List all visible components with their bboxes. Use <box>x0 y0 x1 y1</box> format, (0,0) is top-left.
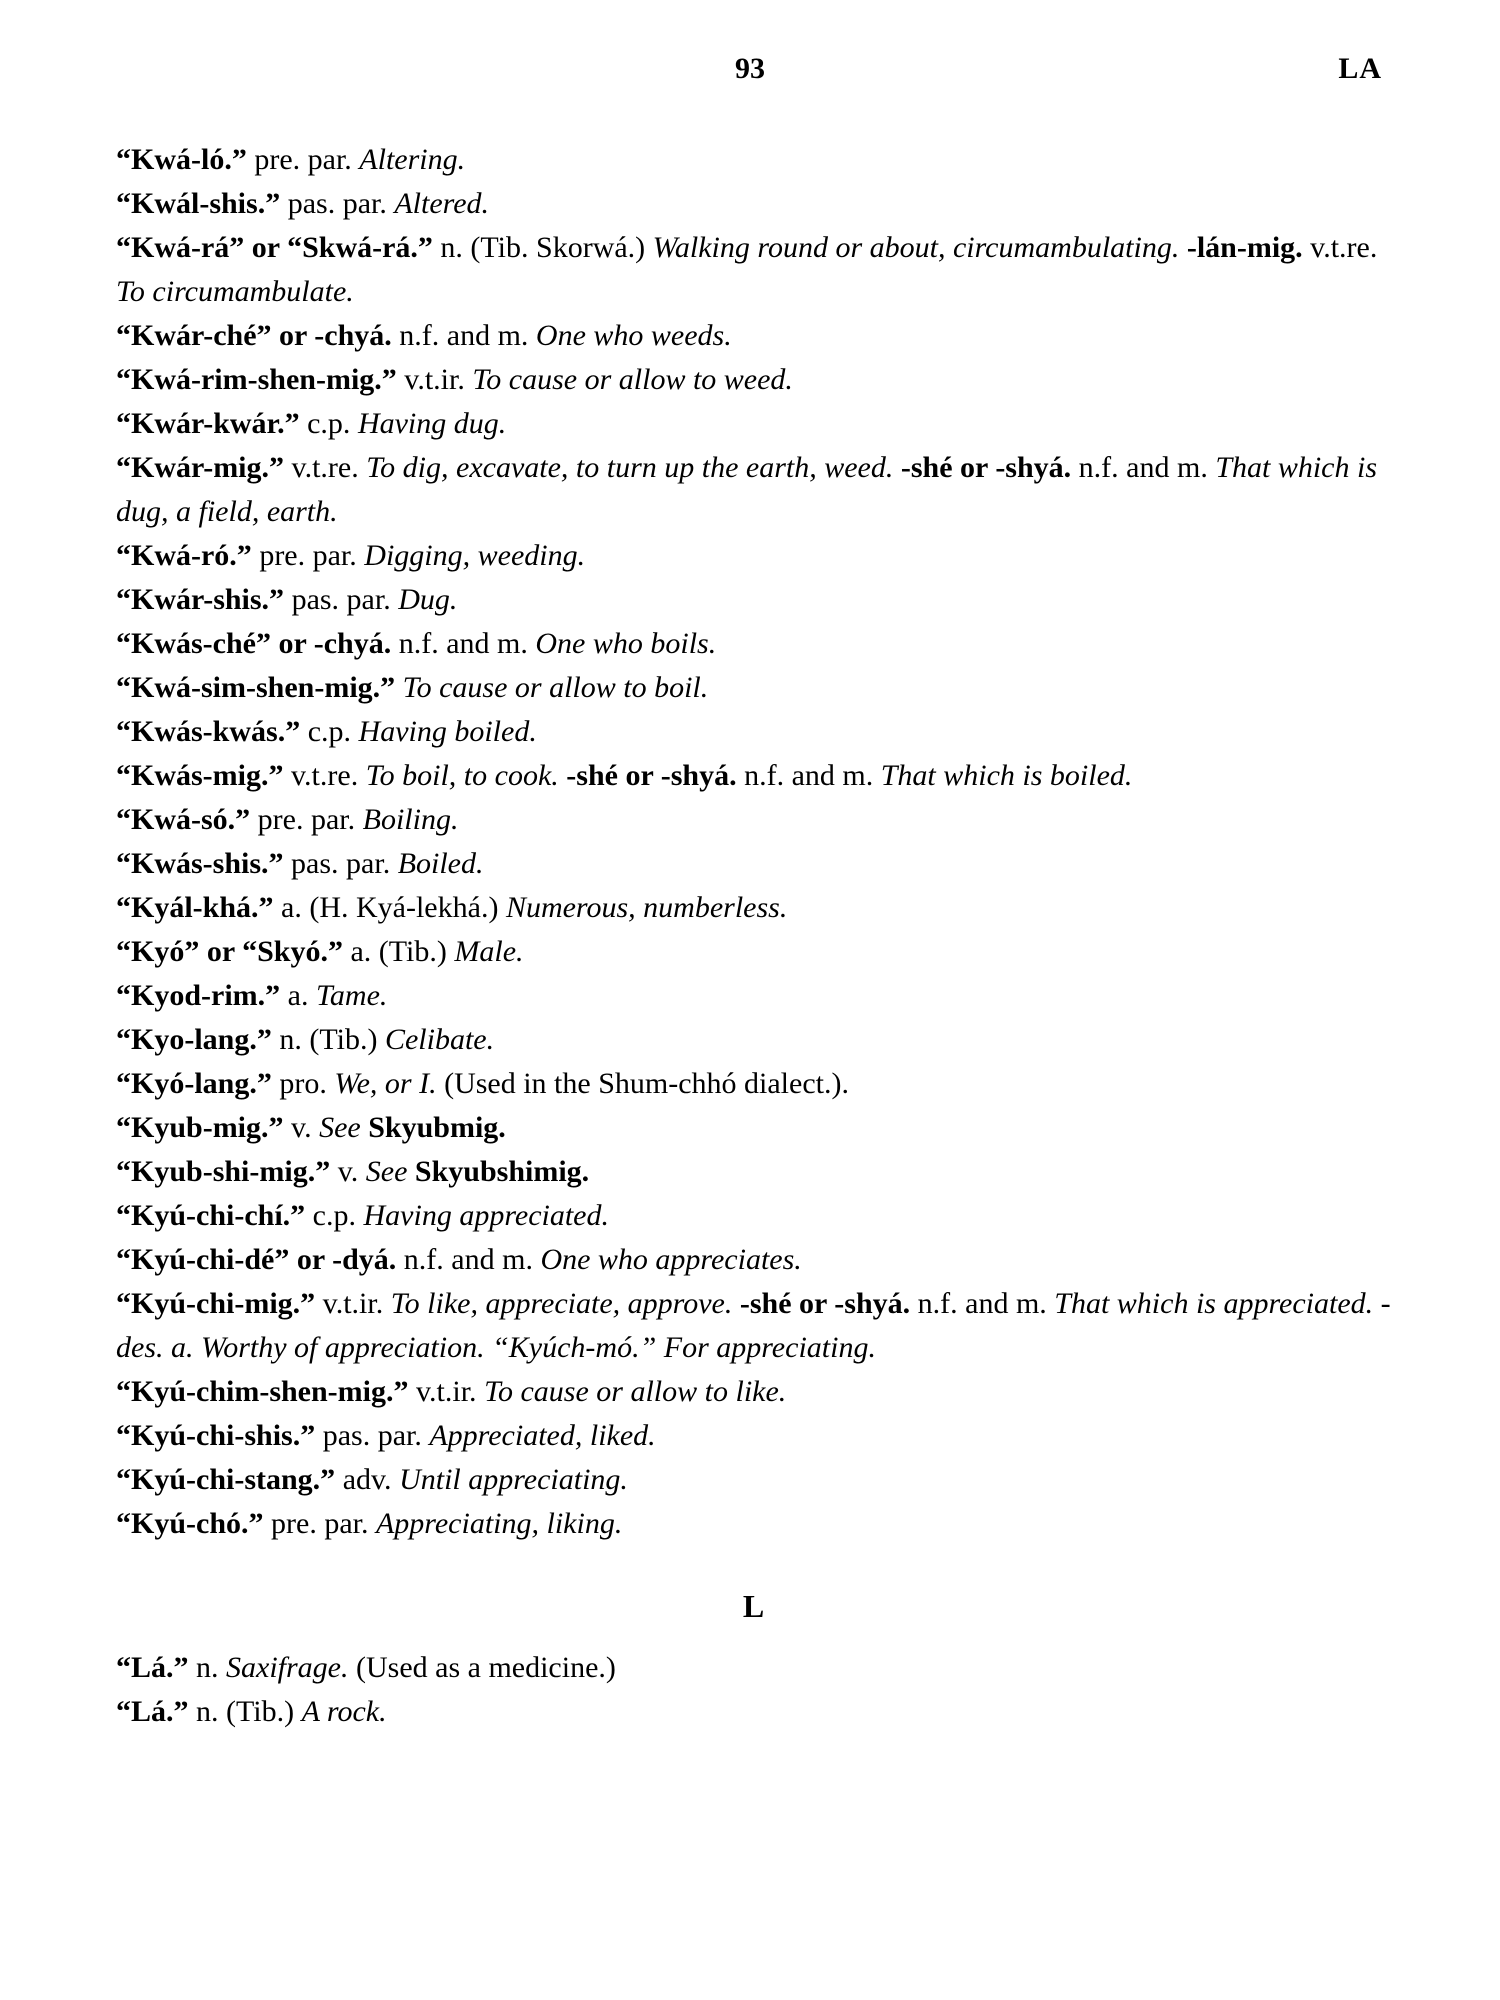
headword: “Kwár-ché” or -chyá. <box>116 319 392 352</box>
list-item <box>116 402 1391 446</box>
headword: “Kwár-mig.” <box>116 451 285 484</box>
list-item <box>116 1502 1391 1546</box>
headword: “Kyú-chi-shis.” <box>116 1419 316 1452</box>
definition: Male. <box>454 935 524 968</box>
headword: “Kyál-khá.” <box>116 891 274 924</box>
headword: “Kwá-rim-shen-mig.” <box>116 363 397 396</box>
grammar: v.t.re. <box>284 451 367 484</box>
grammar <box>395 671 403 704</box>
headword: “Kwás-ché” or -chyá. <box>116 627 392 660</box>
list-item <box>116 1150 1391 1194</box>
grammar: v. <box>283 1111 320 1144</box>
grammar: n. (Tib.) <box>271 1023 385 1056</box>
grammar: pre. par. <box>263 1507 376 1540</box>
list-item <box>116 666 1391 710</box>
definition: Dug. <box>398 583 458 616</box>
grammar: a. (H. Kyá-lekhá.) <box>273 891 506 924</box>
grammar: adv. <box>335 1463 400 1496</box>
grammar: n.f. and m. <box>910 1287 1055 1320</box>
derived-form: -lán-mig. <box>1179 231 1303 264</box>
list-item <box>116 138 1391 182</box>
headword: “Lá.” <box>116 1651 189 1684</box>
definition: Boiled. <box>397 847 484 880</box>
definition: One who appreciates. <box>540 1243 802 1276</box>
headword: “Kyo-lang.” <box>116 1023 272 1056</box>
definition: A rock. <box>301 1695 387 1728</box>
grammar: v.t.ir. <box>408 1375 485 1408</box>
headword: “Kyú-chó.” <box>116 1507 264 1540</box>
definition: Tame. <box>315 979 388 1012</box>
headword: “Kyó-lang.” <box>116 1067 272 1100</box>
definition: That which is boiled. <box>880 759 1133 792</box>
headword: “Kyod-rim.” <box>116 979 281 1012</box>
headword: “Kwár-shis.” <box>116 583 285 616</box>
definition: To boil, to cook. <box>365 759 559 792</box>
definition: That which is dug, a field, earth. <box>116 451 1378 528</box>
headword: “Kyú-chi-chí.” <box>116 1199 306 1232</box>
grammar: n.f. and m. <box>391 627 536 660</box>
derived-form: -shé or -shyá. <box>558 759 737 792</box>
headword: “Kwás-shis.” <box>116 847 284 880</box>
list-item <box>116 1282 1391 1370</box>
grammar: a. (Tib.) <box>342 935 455 968</box>
grammar: v.t.re. <box>283 759 366 792</box>
section-letter: L <box>742 1588 765 1624</box>
grammar: pre. par. <box>250 803 363 836</box>
definition: To cause or allow to boil. <box>402 671 709 704</box>
headword: “Kwá-só.” <box>116 803 251 836</box>
grammar: pas. par. <box>283 847 398 880</box>
list-item <box>116 1458 1391 1502</box>
list-item <box>116 182 1391 226</box>
headword: “Kwás-kwás.” <box>116 715 301 748</box>
definition: Digging, weeding. <box>364 539 586 572</box>
headword: “Lá.” <box>116 1695 189 1728</box>
grammar: v.t.re. <box>1302 231 1378 264</box>
dictionary-entries <box>116 138 1391 1734</box>
definition: To cause or allow to weed. <box>472 363 793 396</box>
headword: “Kwá-ló.” <box>116 143 247 176</box>
headword: “Kwás-mig.” <box>116 759 284 792</box>
definition: Saxifrage. <box>226 1651 349 1684</box>
list-item <box>116 1062 1391 1106</box>
definition: To circumambulate. <box>116 275 354 308</box>
definition: Having boiled. <box>358 715 537 748</box>
definition: To cause or allow to like. <box>484 1375 787 1408</box>
derived-form: -shé or -shyá. <box>732 1287 911 1320</box>
grammar: c.p. <box>300 715 359 748</box>
definition: Altered. <box>394 187 490 220</box>
definition: Celibate. <box>384 1023 495 1056</box>
definition: Until appreciating. <box>399 1463 628 1496</box>
headword: “Kwá-ró.” <box>116 539 252 572</box>
list-item <box>116 1106 1391 1150</box>
grammar: v.t.ir. <box>396 363 473 396</box>
definition: That which is appreciated. -des. a. Worthy of appreciation. “Kyúch-mó.” For appreciating. <box>116 1287 1391 1364</box>
list-item <box>116 1646 1391 1690</box>
list-item <box>116 886 1391 930</box>
list-item <box>116 226 1391 314</box>
grammar: pre. par. <box>246 143 360 176</box>
definition: See <box>365 1155 408 1188</box>
grammar: n.f. and m. <box>736 759 881 792</box>
list-item <box>116 798 1391 842</box>
list-item <box>116 358 1391 402</box>
headword: “Kwá-rá” or “Skwá-rá.” <box>116 231 433 264</box>
definition: Numerous, numberless. <box>505 891 788 924</box>
headword: “Kyú-chim-shen-mig.” <box>116 1375 409 1408</box>
usage-note: (Used in the Shum-chhó dialect.). <box>436 1067 849 1100</box>
definition: To dig, excavate, to turn up the earth, weed. <box>366 451 894 484</box>
definition: Appreciating, liking. <box>375 1507 623 1540</box>
list-item <box>116 622 1391 666</box>
grammar: n. (Tib. Skorwá.) <box>432 231 653 264</box>
list-item <box>116 974 1391 1018</box>
list-item <box>116 710 1391 754</box>
list-item <box>116 1018 1391 1062</box>
list-item <box>116 1194 1391 1238</box>
list-item <box>116 1414 1391 1458</box>
headword: “Kwál-shis.” <box>116 187 281 220</box>
list-item <box>116 1370 1391 1414</box>
grammar: n. <box>188 1651 227 1684</box>
grammar: n.f. and m. <box>396 1243 541 1276</box>
grammar: v. <box>330 1155 366 1188</box>
definition: Walking round or about, circumambulating. <box>652 231 1180 264</box>
headword: “Kyú-chi-mig.” <box>116 1287 316 1320</box>
usage-note: (Used as a medicine.) <box>348 1651 616 1684</box>
list-item <box>116 314 1391 358</box>
grammar: c.p. <box>299 407 358 440</box>
list-item <box>116 754 1391 798</box>
grammar: pre. par. <box>251 539 365 572</box>
list-item <box>116 1238 1391 1282</box>
definition: Having appreciated. <box>363 1199 609 1232</box>
list-item <box>116 578 1391 622</box>
list-item <box>116 446 1391 534</box>
headword: “Kwár-kwár.” <box>116 407 300 440</box>
page-number: 93 <box>735 52 765 85</box>
definition: One who weeds. <box>535 319 732 352</box>
headword: “Kwá-sim-shen-mig.” <box>116 671 396 704</box>
headword: “Kyó” or “Skyó.” <box>116 935 343 968</box>
definition: To like, appreciate, approve. <box>390 1287 733 1320</box>
definition: Boiling. <box>362 803 459 836</box>
cross-reference: Skyubmig. <box>360 1111 506 1144</box>
grammar: v.t.ir. <box>315 1287 391 1320</box>
list-item <box>116 930 1391 974</box>
cross-reference: Skyubshimig. <box>407 1155 590 1188</box>
list-item <box>116 534 1391 578</box>
grammar: pas. par. <box>280 187 395 220</box>
grammar: pas. par. <box>315 1419 430 1452</box>
grammar: n.f. and m. <box>391 319 536 352</box>
list-item <box>116 842 1391 886</box>
grammar: pro. <box>271 1067 335 1100</box>
headword: “Kyú-chi-dé” or -dyá. <box>116 1243 397 1276</box>
grammar: n.f. and m. <box>1071 451 1216 484</box>
grammar: n. (Tib.) <box>188 1695 302 1728</box>
definition: See <box>319 1111 361 1144</box>
definition: One who boils. <box>535 627 717 660</box>
headword: “Kyú-chi-stang.” <box>116 1463 336 1496</box>
definition: Altering. <box>359 143 466 176</box>
grammar: a. <box>280 979 316 1012</box>
definition: Appreciated, liked. <box>429 1419 656 1452</box>
derived-form: -shé or -shyá. <box>893 451 1072 484</box>
grammar: pas. par. <box>284 583 399 616</box>
list-item <box>116 1690 1391 1734</box>
headword: “Kyub-mig.” <box>116 1111 284 1144</box>
running-head: LA <box>1338 52 1382 85</box>
grammar: c.p. <box>305 1199 364 1232</box>
definition: Having dug. <box>357 407 507 440</box>
definition: We, or I. <box>334 1067 437 1100</box>
headword: “Kyub-shi-mig.” <box>116 1155 331 1188</box>
